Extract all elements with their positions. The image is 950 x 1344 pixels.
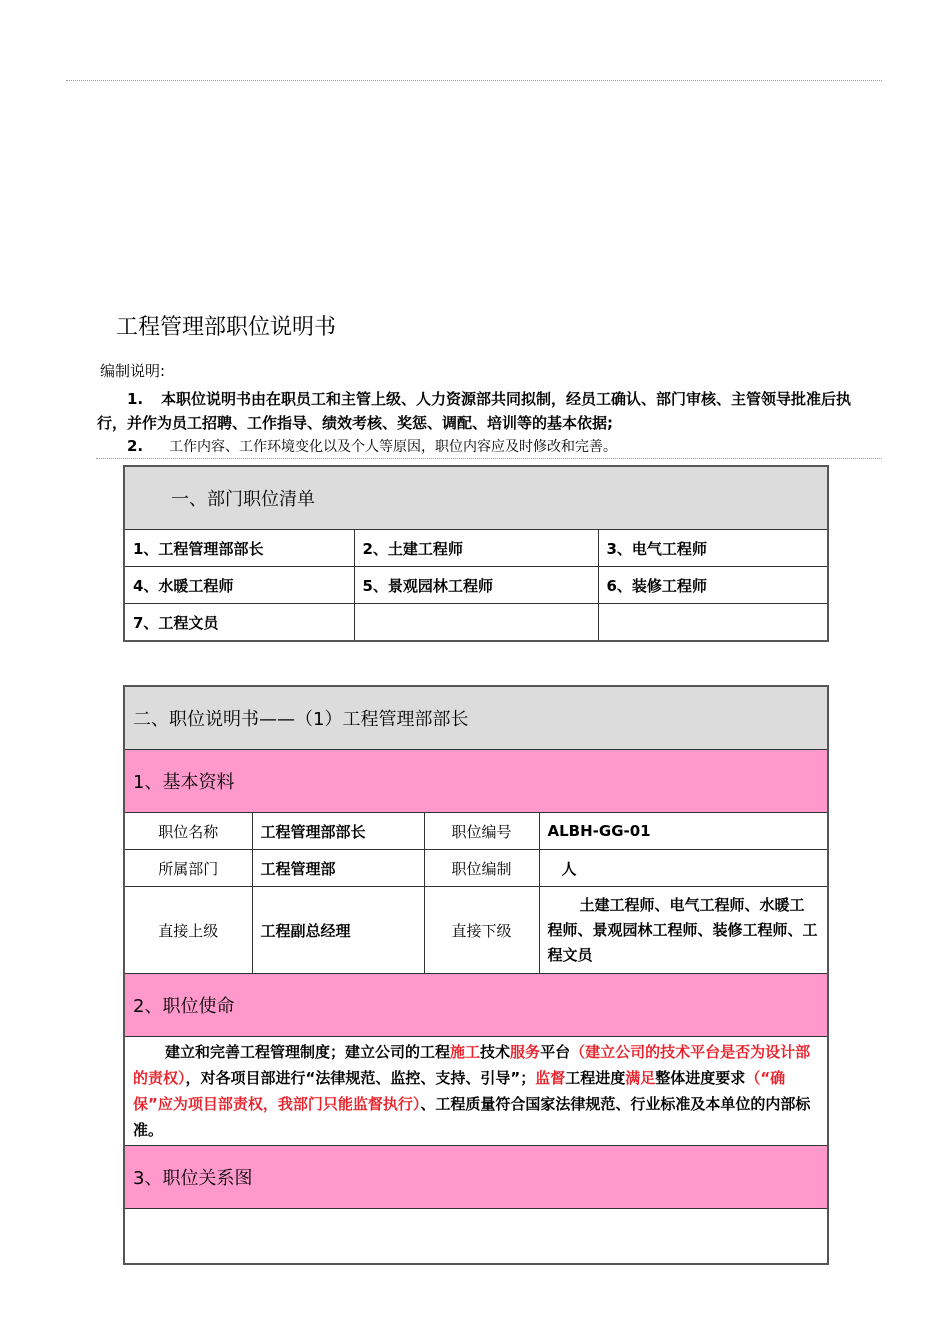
job-description-header: 二、职位说明书——（1）工程管理部部长 (124, 686, 828, 750)
intro-point-2 (127, 436, 887, 457)
point-1-text: 本职位说明书由在职员工和主管上级、人力资源部共同拟制，经员工确认、部门审核、主管领导批准后执行，并作为员工招聘、工作指导、绩效考核、奖惩、调配、培训等的基本依据; (97, 390, 852, 432)
top-divider (66, 80, 882, 81)
point-2-text: 工作内容、工作环境变化以及个人等原因，职位内容应及时修改和完善。 (169, 439, 617, 455)
mission-segment: 建立和完善工程管理制度；建立公司的工程 (165, 1043, 451, 1061)
job-description-table (123, 685, 829, 1265)
mission-highlight: 施工 (450, 1043, 481, 1061)
position-item: 2、土建工程师 (354, 530, 598, 567)
point-2-number: 2. (127, 437, 144, 455)
headcount-value: 人 (539, 850, 828, 887)
mission-highlight: （建立公司的技术平台是否为设计部的责权） (133, 1043, 811, 1087)
section-divider (96, 458, 882, 459)
position-code-label: 职位编号 (424, 813, 539, 850)
mission-segment: ，对各项目部进行“法律规范、监控、支持、引导”； (185, 1069, 536, 1087)
intro-point-1 (97, 387, 877, 435)
position-item: 3、电气工程师 (598, 530, 828, 567)
subordinate-value: 土建工程师、电气工程师、水暖工程师、景观园林工程师、装修工程师、工程文员 (539, 887, 828, 974)
mission-segment: 整体进度要求 (655, 1069, 746, 1087)
position-item: 5、景观园林工程师 (354, 567, 598, 604)
section-basic-info: 1、基本资料 (124, 750, 828, 813)
mission-segment: 、工程质量符合国家法律规范、行业标准及本单位的内部标准。 (133, 1095, 811, 1139)
mission-segment: 技术 (480, 1043, 511, 1061)
section-mission: 2、职位使命 (124, 974, 828, 1037)
mission-segment: 工程进度 (565, 1069, 626, 1087)
section-relationship-chart: 3、职位关系图 (124, 1146, 828, 1209)
position-item: 4、水暖工程师 (124, 567, 354, 604)
subordinate-label: 直接下级 (424, 887, 539, 974)
position-item: 6、装修工程师 (598, 567, 828, 604)
department-value: 工程管理部 (252, 850, 424, 887)
position-item: 7、工程文员 (124, 604, 354, 642)
empty-cell (354, 604, 598, 642)
superior-label: 直接上级 (124, 887, 252, 974)
mission-highlight: 服务 (510, 1043, 541, 1061)
superior-value: 工程副总经理 (252, 887, 424, 974)
department-label: 所属部门 (124, 850, 252, 887)
empty-cell (598, 604, 828, 642)
document-title: 工程管理部职位说明书 (116, 315, 337, 340)
positions-list-header: 一、部门职位清单 (124, 466, 828, 530)
point-1-number: 1. (127, 390, 144, 408)
position-name-label: 职位名称 (124, 813, 252, 850)
position-item: 1、工程管理部部长 (124, 530, 354, 567)
relationship-chart-area (124, 1209, 828, 1265)
mission-highlight: （“确保”应为项目部责权，我部门只能监督执行） (133, 1069, 786, 1113)
intro-label: 编制说明: (100, 362, 166, 380)
position-code-value: ALBH-GG-01 (539, 813, 828, 850)
mission-highlight: 满足 (625, 1069, 656, 1087)
mission-highlight: 监督 (535, 1069, 566, 1087)
department-positions-table (123, 465, 829, 642)
position-name-value: 工程管理部部长 (252, 813, 424, 850)
mission-segment: 平台 (540, 1043, 571, 1061)
mission-text (124, 1037, 828, 1146)
headcount-label: 职位编制 (424, 850, 539, 887)
